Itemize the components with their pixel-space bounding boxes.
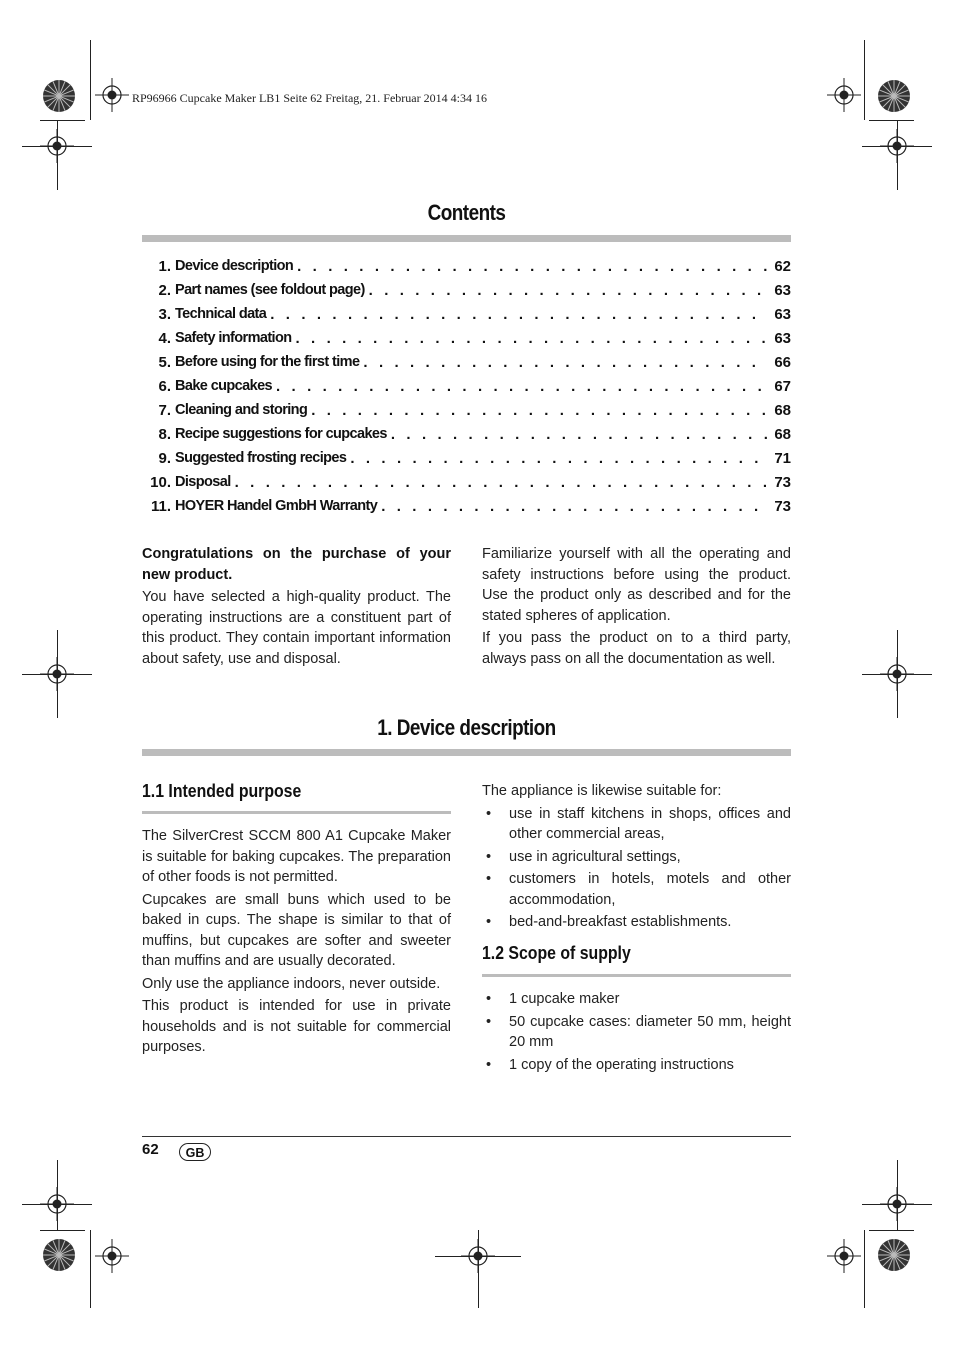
color-rosette-icon [877, 79, 911, 113]
intro-lead: Congratulations on the purchase of your new product. [142, 546, 451, 583]
intended-purpose-text [142, 826, 451, 1060]
toc-page: 68 [774, 425, 791, 443]
crop-mark [864, 40, 865, 120]
toc-leader [391, 426, 767, 443]
toc-entry-before-first-use[interactable] [142, 350, 791, 374]
toc-leader [270, 306, 767, 323]
suitable-for-block [482, 781, 791, 935]
print-slug: RP96966 Cupcake Maker LB1 Seite 62 Freitag, 21. Februar 2014 4:34 16 [132, 91, 487, 105]
registration-mark-icon [880, 1187, 914, 1221]
section-rule [142, 749, 791, 756]
registration-mark-icon [880, 657, 914, 691]
registration-mark-icon [880, 129, 914, 163]
toc-entry-warranty[interactable] [142, 494, 791, 518]
crop-mark [869, 120, 914, 121]
registration-mark-icon [461, 1239, 495, 1273]
toc-page: 63 [774, 305, 791, 323]
intro-left-column [142, 544, 451, 671]
toc-number: 5. [158, 353, 171, 371]
toc-page: 73 [774, 497, 791, 515]
color-rosette-icon [42, 1238, 76, 1272]
toc-leader [369, 282, 767, 299]
intro-right-paragraph-1: Familiarize yourself with all the operating and safety instructions before using the product. Use the product only as described and for the stated spheres of application. [482, 546, 791, 624]
toc-number: 6. [158, 377, 171, 395]
toc-entry-technical-data[interactable] [142, 302, 791, 326]
crop-mark [864, 1230, 865, 1308]
page-number: 62 [142, 1141, 159, 1158]
scope-list [482, 989, 791, 1075]
toc-label: HOYER Handel GmbH Warranty [175, 498, 378, 514]
registration-mark-icon [827, 1239, 861, 1273]
subsection-rule [482, 974, 791, 977]
contents-title: Contents [427, 200, 506, 225]
list-item: • use in agricultural settings, [482, 847, 791, 868]
toc-entry-frosting-recipes[interactable] [142, 446, 791, 470]
toc-number: 8. [158, 425, 171, 443]
table-of-contents [142, 254, 791, 518]
intro-right-paragraph-2: If you pass the product on to a third party, always pass on all the documentation as well. [482, 630, 791, 667]
color-rosette-icon [42, 79, 76, 113]
toc-page: 62 [774, 257, 791, 275]
toc-number: 3. [158, 305, 171, 323]
toc-entry-cleaning-storing[interactable] [142, 398, 791, 422]
suitable-list [482, 804, 791, 933]
toc-leader [276, 378, 767, 395]
subsection-heading-scope-of-supply: 1.2 Scope of supply [482, 943, 631, 963]
toc-label: Part names (see foldout page) [175, 282, 365, 298]
intro-right-column [482, 544, 791, 671]
color-rosette-icon [877, 1238, 911, 1272]
toc-entry-bake-cupcakes[interactable] [142, 374, 791, 398]
list-item: • customers in hotels, motels and other accommodation, [482, 869, 791, 910]
registration-mark-icon [95, 78, 129, 112]
toc-leader [311, 402, 767, 419]
contents-rule [142, 235, 791, 242]
toc-page: 66 [774, 353, 791, 371]
toc-leader [296, 330, 768, 347]
list-item: • 1 cupcake maker [482, 989, 791, 1010]
toc-number: 2. [158, 281, 171, 299]
registration-mark-icon [40, 1187, 74, 1221]
toc-label: Recipe suggestions for cupcakes [175, 426, 387, 442]
toc-leader [363, 354, 767, 371]
footer-rule [142, 1136, 791, 1137]
toc-entry-device-description[interactable] [142, 254, 791, 278]
registration-mark-icon [95, 1239, 129, 1273]
toc-label: Cleaning and storing [175, 402, 308, 418]
toc-page: 67 [774, 377, 791, 395]
list-item: • 50 cupcake cases: diameter 50 mm, height 20 mm [482, 1012, 791, 1053]
toc-entry-recipe-suggestions[interactable] [142, 422, 791, 446]
toc-number: 4. [158, 329, 171, 347]
toc-number: 7. [158, 401, 171, 419]
registration-mark-icon [827, 78, 861, 112]
list-item: • 1 copy of the operating instructions [482, 1055, 791, 1076]
language-badge: GB [179, 1143, 211, 1161]
subsection-rule [142, 811, 451, 814]
toc-number: 11. [150, 497, 171, 515]
scope-of-supply-block [482, 989, 791, 1077]
subsection-heading-intended-purpose: 1.1 Intended purpose [142, 781, 302, 801]
toc-entry-safety-information[interactable] [142, 326, 791, 350]
crop-mark [869, 1230, 914, 1231]
toc-number: 10. [150, 473, 171, 491]
intro-left-paragraph: You have selected a high-quality product. The operating instructions are a constituent part of this product. They contain important information about safety, use and disposal. [142, 589, 451, 667]
toc-leader [235, 474, 767, 491]
section-title-device-description: 1. Device description [377, 715, 556, 740]
toc-page: 71 [774, 449, 791, 467]
toc-page: 63 [774, 281, 791, 299]
toc-label: Technical data [175, 306, 267, 322]
toc-label: Suggested frosting recipes [175, 450, 347, 466]
registration-mark-icon [40, 657, 74, 691]
list-item: • use in staff kitchens in shops, offices and other commercial areas, [482, 804, 791, 845]
toc-label: Before using for the first time [175, 354, 360, 370]
toc-label: Safety information [175, 330, 292, 346]
toc-label: Bake cupcakes [175, 378, 272, 394]
list-item: • bed-and-breakfast establishments. [482, 912, 791, 933]
toc-page: 63 [774, 329, 791, 347]
registration-mark-icon [40, 129, 74, 163]
crop-mark [40, 1230, 85, 1231]
toc-label: Disposal [175, 474, 231, 490]
toc-number: 1. [158, 257, 171, 275]
toc-page: 73 [774, 473, 791, 491]
toc-leader [381, 498, 767, 515]
intended-paragraph: This product is intended for use in private households and is not suitable for commercial purposes. [142, 998, 451, 1055]
suitable-intro: The appliance is likewise suitable for: [482, 783, 722, 799]
intended-paragraph: Only use the appliance indoors, never outside. [142, 975, 441, 992]
toc-number: 9. [158, 449, 171, 467]
toc-page: 68 [774, 401, 791, 419]
toc-label: Device description [175, 258, 294, 274]
intended-paragraph: Cupcakes are small buns which used to be baked in cups. The shape is similar to that of muffins, but cupcakes are softer and sweeter than muffins and are usually decorated. [142, 891, 451, 969]
toc-entry-disposal[interactable] [142, 470, 791, 494]
toc-leader [350, 450, 767, 467]
intended-paragraph: The SilverCrest SCCM 800 A1 Cupcake Maker is suitable for baking cupcakes. The preparation of other foods is not permitted. [142, 828, 451, 885]
crop-mark [90, 1230, 91, 1308]
crop-mark [90, 40, 91, 120]
toc-leader [297, 258, 767, 275]
crop-mark [40, 120, 85, 121]
toc-entry-part-names[interactable] [142, 278, 791, 302]
